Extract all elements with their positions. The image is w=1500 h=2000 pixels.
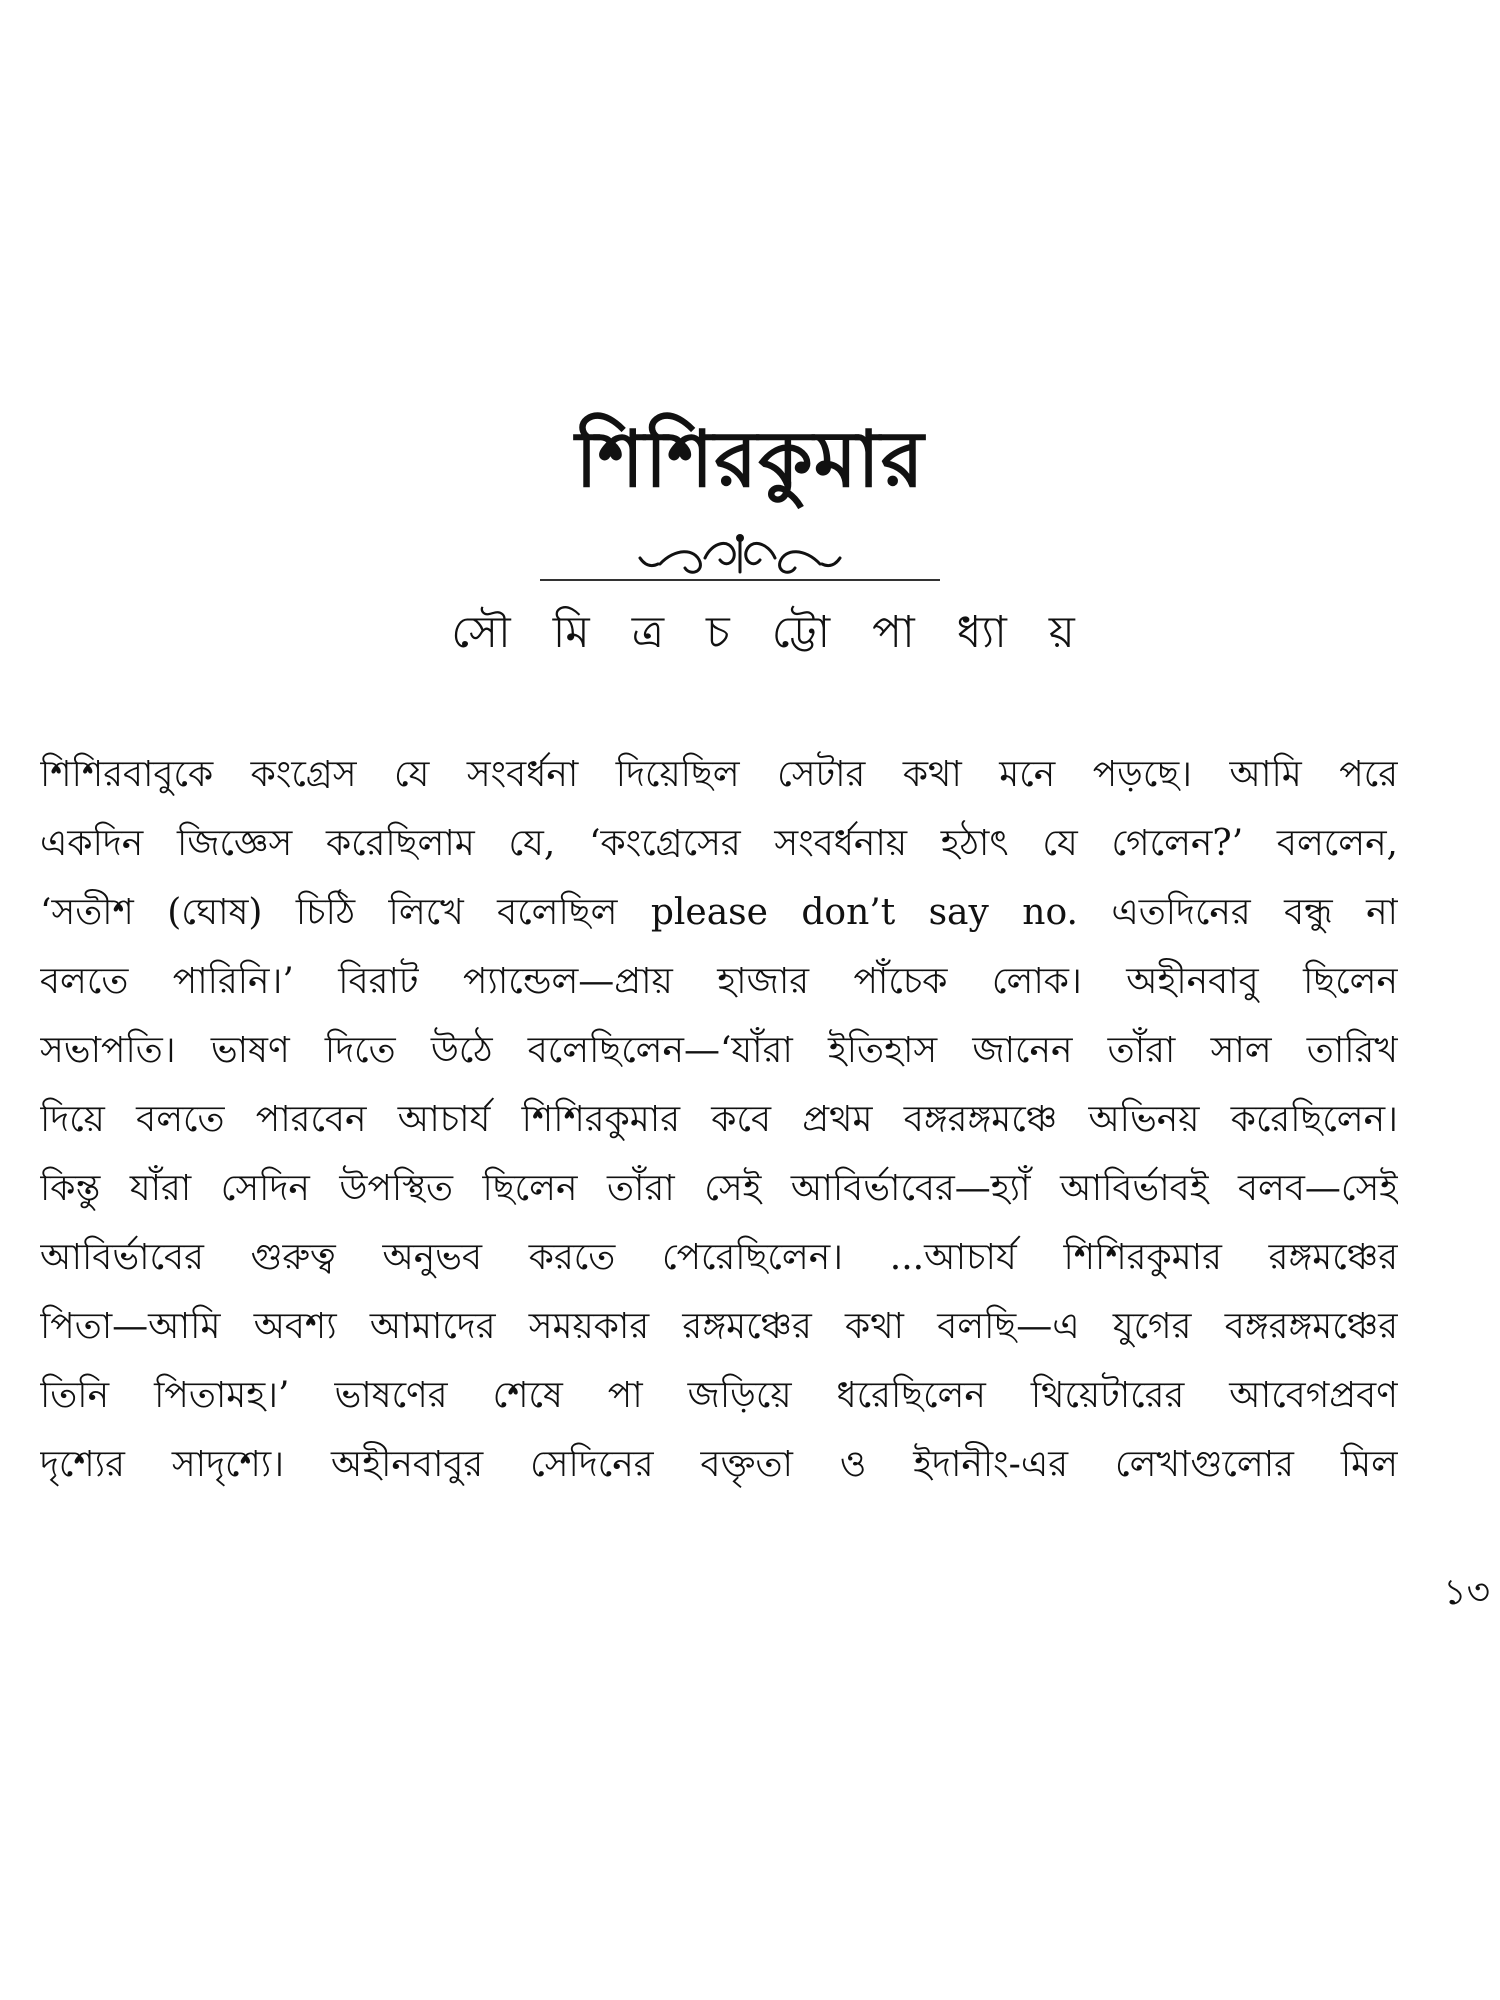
author-byline: সৌ মি ত্র চ ট্টো পা ধ্যা য় xyxy=(451,607,1089,658)
text-line: দৃশ্যের সাদৃশ্যে। অহীনবাবুর সেদিনের বক্তৃতা ও ইদানীং-এর লেখাগুলোর মিল xyxy=(40,1444,1398,1485)
text-line: বলতে পারিনি।’ বিরাট প্যান্ডেল—প্রায় হাজার পাঁচেক লোক। অহীনবাবু ছিলেন xyxy=(40,961,1398,1002)
floral-divider-icon xyxy=(540,528,940,588)
text-line: সভাপতি। ভাষণ দিতে উঠে বলেছিলেন—‘যাঁরা ইতিহাস জানেন তাঁরা সাল তারিখ xyxy=(40,1030,1398,1071)
page-number: ১৩ xyxy=(1443,1572,1490,1613)
text-line: পিতা—আমি অবশ্য আমাদের সময়কার রঙ্গমঞ্চের কথা বলছি—এ যুগের বঙ্গরঙ্গমঞ্চের xyxy=(40,1306,1398,1347)
text-line: দিয়ে বলতে পারবেন আচার্য শিশিরকুমার কবে প্রথম বঙ্গরঙ্গমঞ্চে অভিনয় করেছিলেন। xyxy=(40,1099,1398,1140)
text-line: ‘সতীশ (ঘোষ) চিঠি লিখে বলেছিল please don’t say no. এতদিনের বন্ধু না xyxy=(40,892,1398,933)
text-line: একদিন জিজ্ঞেস করেছিলাম যে, ‘কংগ্রেসের সংবর্ধনায় হঠাৎ যে গেলেন?’ বললেন, xyxy=(40,823,1398,864)
text-line: আবির্ভাবের গুরুত্ব অনুভব করতে পেরেছিলেন। ...আচার্য শিশিরকুমার রঙ্গমঞ্চের xyxy=(40,1237,1398,1278)
text-line: কিন্তু যাঁরা সেদিন উপস্থিত ছিলেন তাঁরা সেই আবির্ভাবের—হ্যাঁ আবির্ভাবই বলব—সেই xyxy=(40,1168,1398,1209)
text-line: তিনি পিতামহ।’ ভাষণের শেষে পা জড়িয়ে ধরেছিলেন থিয়েটারের আবেগপ্রবণ xyxy=(40,1375,1398,1416)
chapter-title: শিশিরকুমার xyxy=(575,414,925,505)
text-line: শিশিরবাবুকে কংগ্রেস যে সংবর্ধনা দিয়েছিল সেটার কথা মনে পড়ছে। আমি পরে xyxy=(40,754,1398,795)
body-paragraph xyxy=(40,740,1398,1499)
